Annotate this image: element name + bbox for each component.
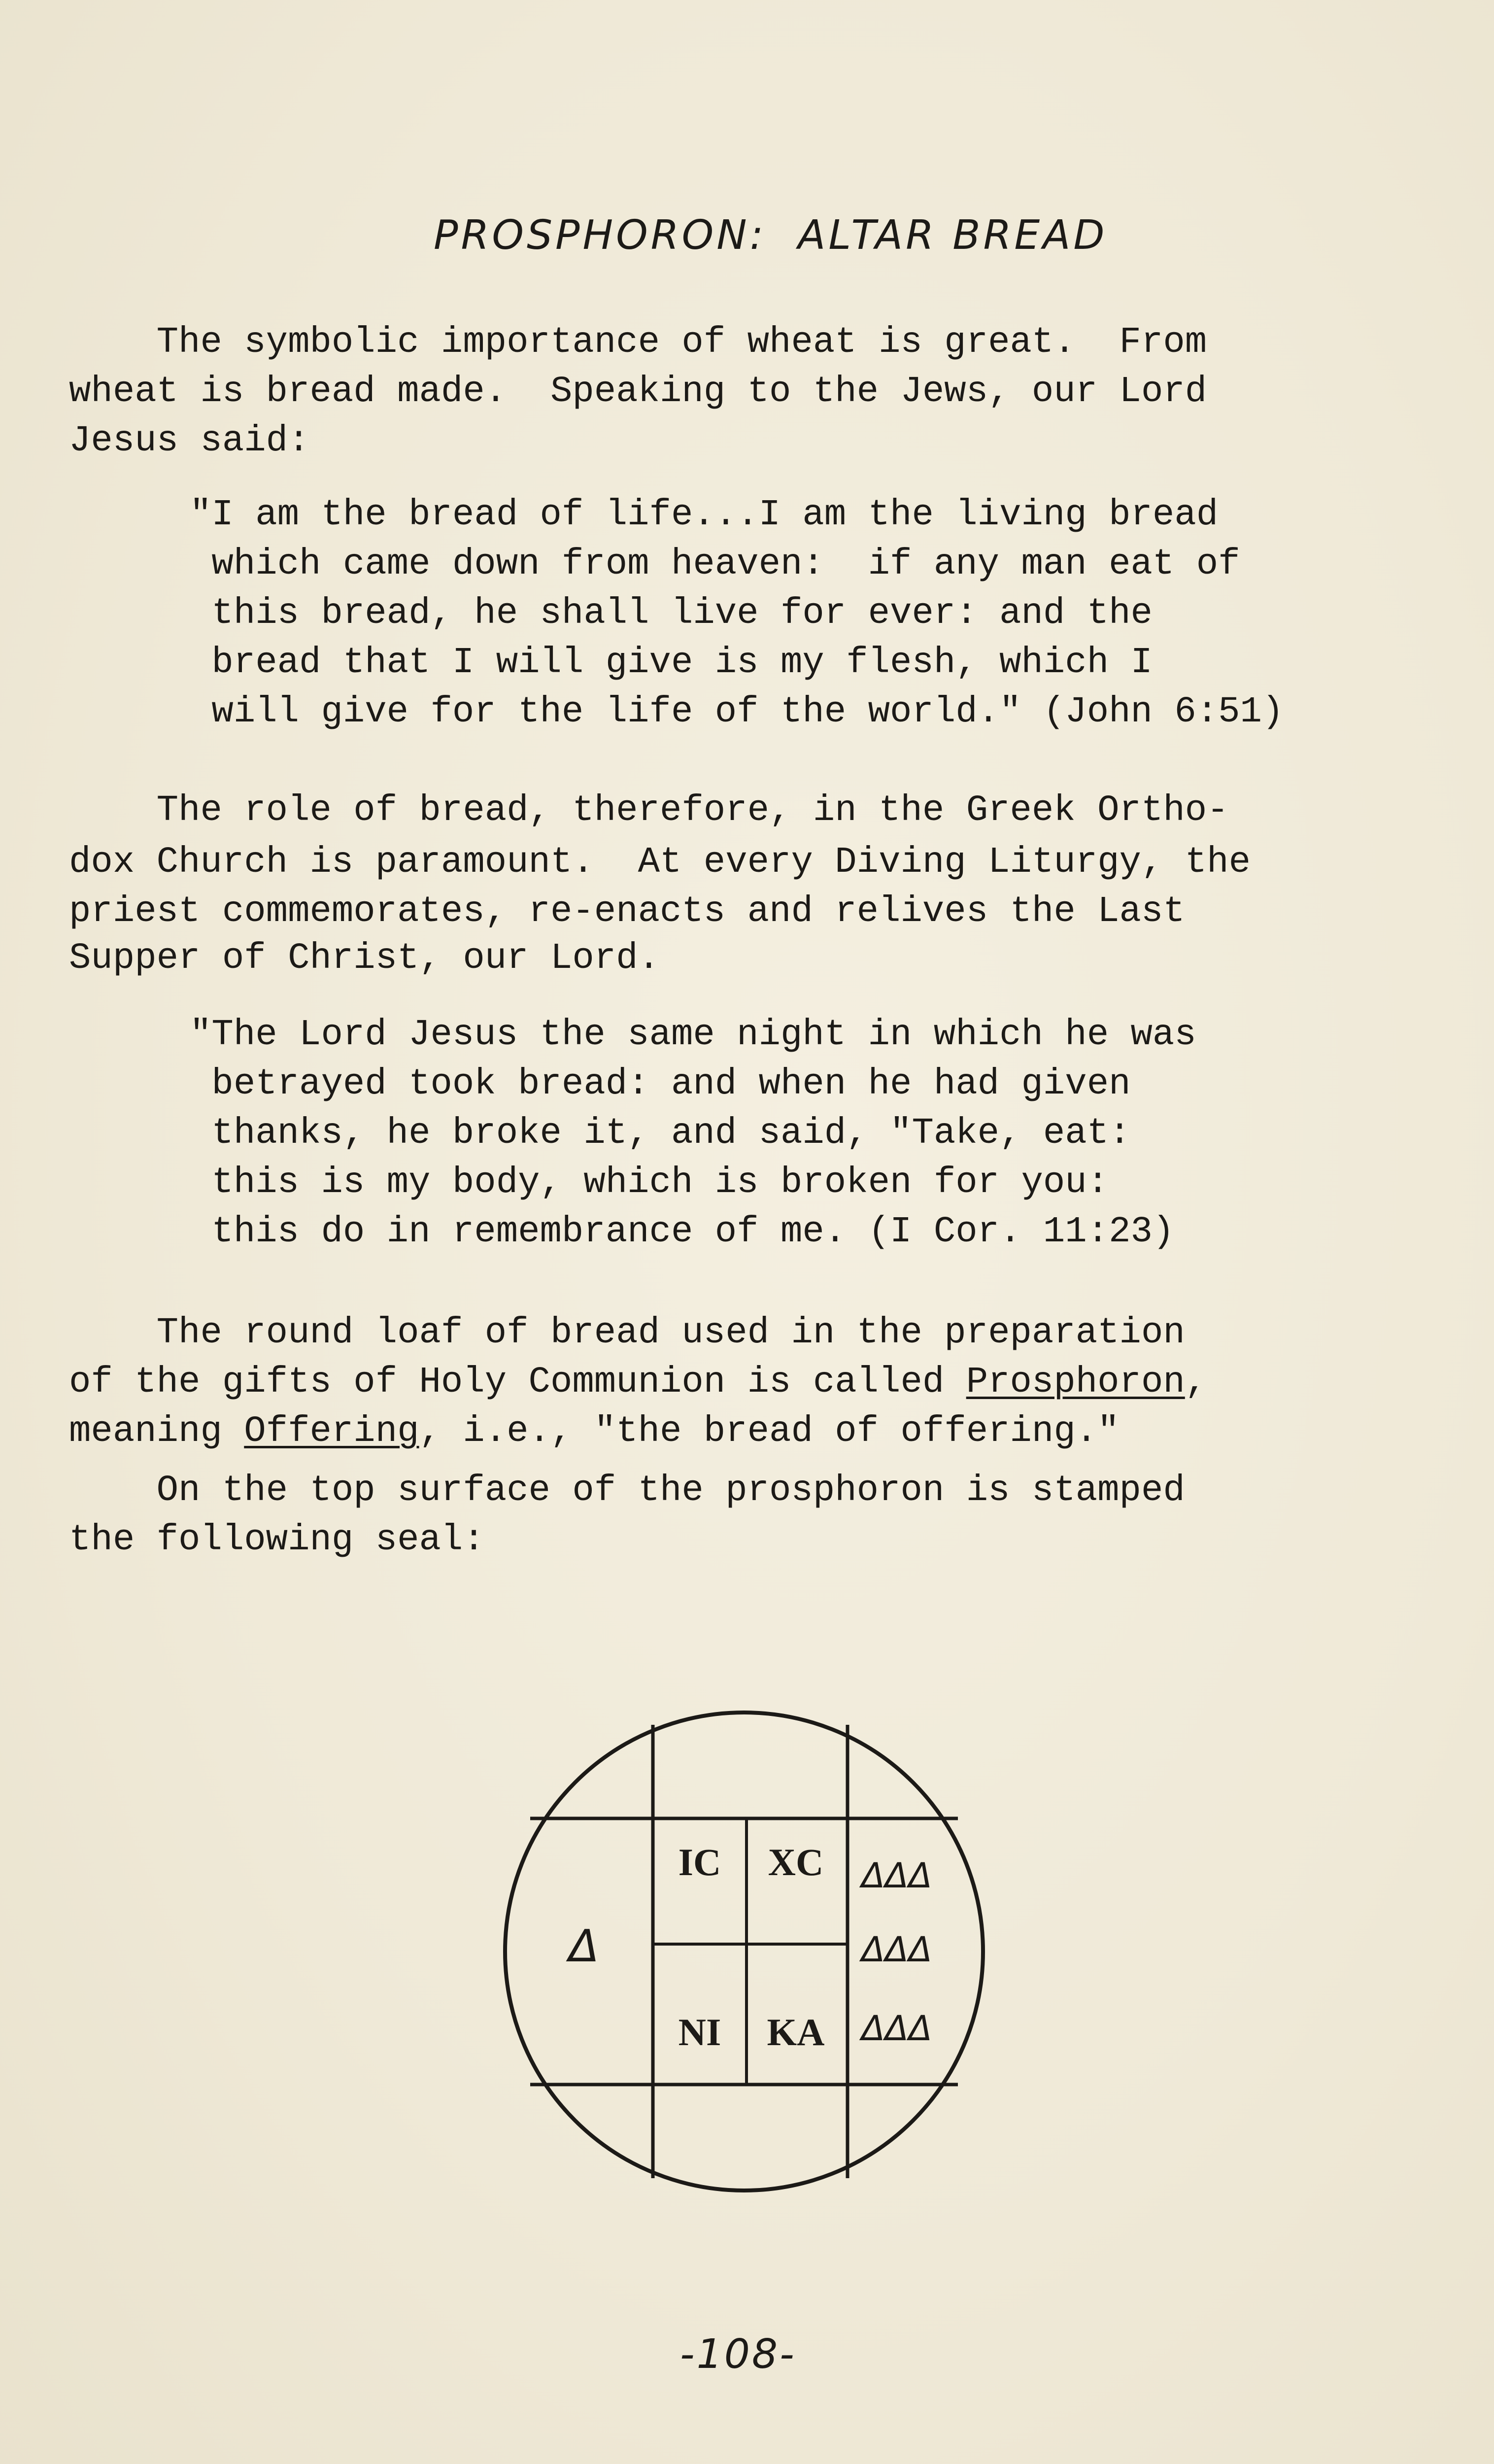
seal-right-triangles: ΔΔΔ [861, 2008, 932, 2049]
underlined-term-prosphoron: Prosphoron [966, 1362, 1185, 1403]
paragraph-line [69, 1358, 1207, 1407]
quote-line: will give for the life of the world." (John 6:51) [190, 691, 1284, 733]
text-run: meaning [69, 1411, 244, 1452]
text-run: , i.e., "the bread of offering." [419, 1411, 1120, 1452]
seal-label-ka: KA [767, 2011, 825, 2053]
quote-line: betrayed took bread: and when he had given [190, 1063, 1131, 1105]
underlined-term-offering: Offering [244, 1411, 419, 1452]
paragraph-line: Jesus said: [69, 420, 310, 462]
paragraph-line: On the top surface of the prosphoron is stamped [69, 1470, 1185, 1511]
text-run: , [1185, 1362, 1207, 1403]
seal-label-xc: XC [768, 1841, 824, 1883]
quote-line: thanks, he broke it, and said, "Take, eat: [190, 1113, 1131, 1154]
paragraph-line: The symbolic importance of wheat is great. From [69, 322, 1207, 363]
seal-right-triangles: ΔΔΔ [861, 1855, 932, 1896]
page-title: PROSPHORON: ALTAR BREAD [434, 212, 1108, 259]
page-number: -108- [680, 2331, 796, 2378]
quote-line: this is my body, which is broken for you: [190, 1162, 1109, 1203]
seal-label-ic: IC [678, 1841, 721, 1883]
seal-left-triangle: Δ [569, 1920, 599, 1972]
paragraph-line: priest commemorates, re-enacts and relives the Last [69, 891, 1185, 932]
quote-line: this bread, he shall live for ever: and the [190, 593, 1153, 634]
paragraph-line [69, 1407, 1120, 1456]
quote-line: which came down from heaven: if any man eat of [190, 544, 1240, 585]
quote-line: "The Lord Jesus the same night in which he was [190, 1014, 1196, 1056]
paragraph-line: dox Church is paramount. At every Diving Liturgy, the [69, 842, 1251, 883]
quote-line: "I am the bread of life...I am the living bread [190, 494, 1219, 536]
text-run: of the gifts of Holy Communion is called [69, 1362, 966, 1403]
paragraph-line: wheat is bread made. Speaking to the Jews, our Lord [69, 371, 1207, 412]
quote-line: this do in remembrance of me. (I Cor. 11:23) [190, 1211, 1175, 1253]
paragraph-line: Supper of Christ, our Lord. [69, 938, 660, 979]
seal-label-ni: NI [678, 2011, 721, 2053]
paragraph-line: the following seal: [69, 1519, 485, 1561]
prosphoron-seal-diagram [498, 1705, 990, 2198]
paragraph-line: The round loaf of bread used in the preparation [69, 1312, 1185, 1354]
paragraph-line: The role of bread, therefore, in the Greek Ortho- [69, 790, 1229, 831]
seal-right-triangles: ΔΔΔ [861, 1929, 932, 1970]
quote-line: bread that I will give is my flesh, which I [190, 642, 1153, 684]
